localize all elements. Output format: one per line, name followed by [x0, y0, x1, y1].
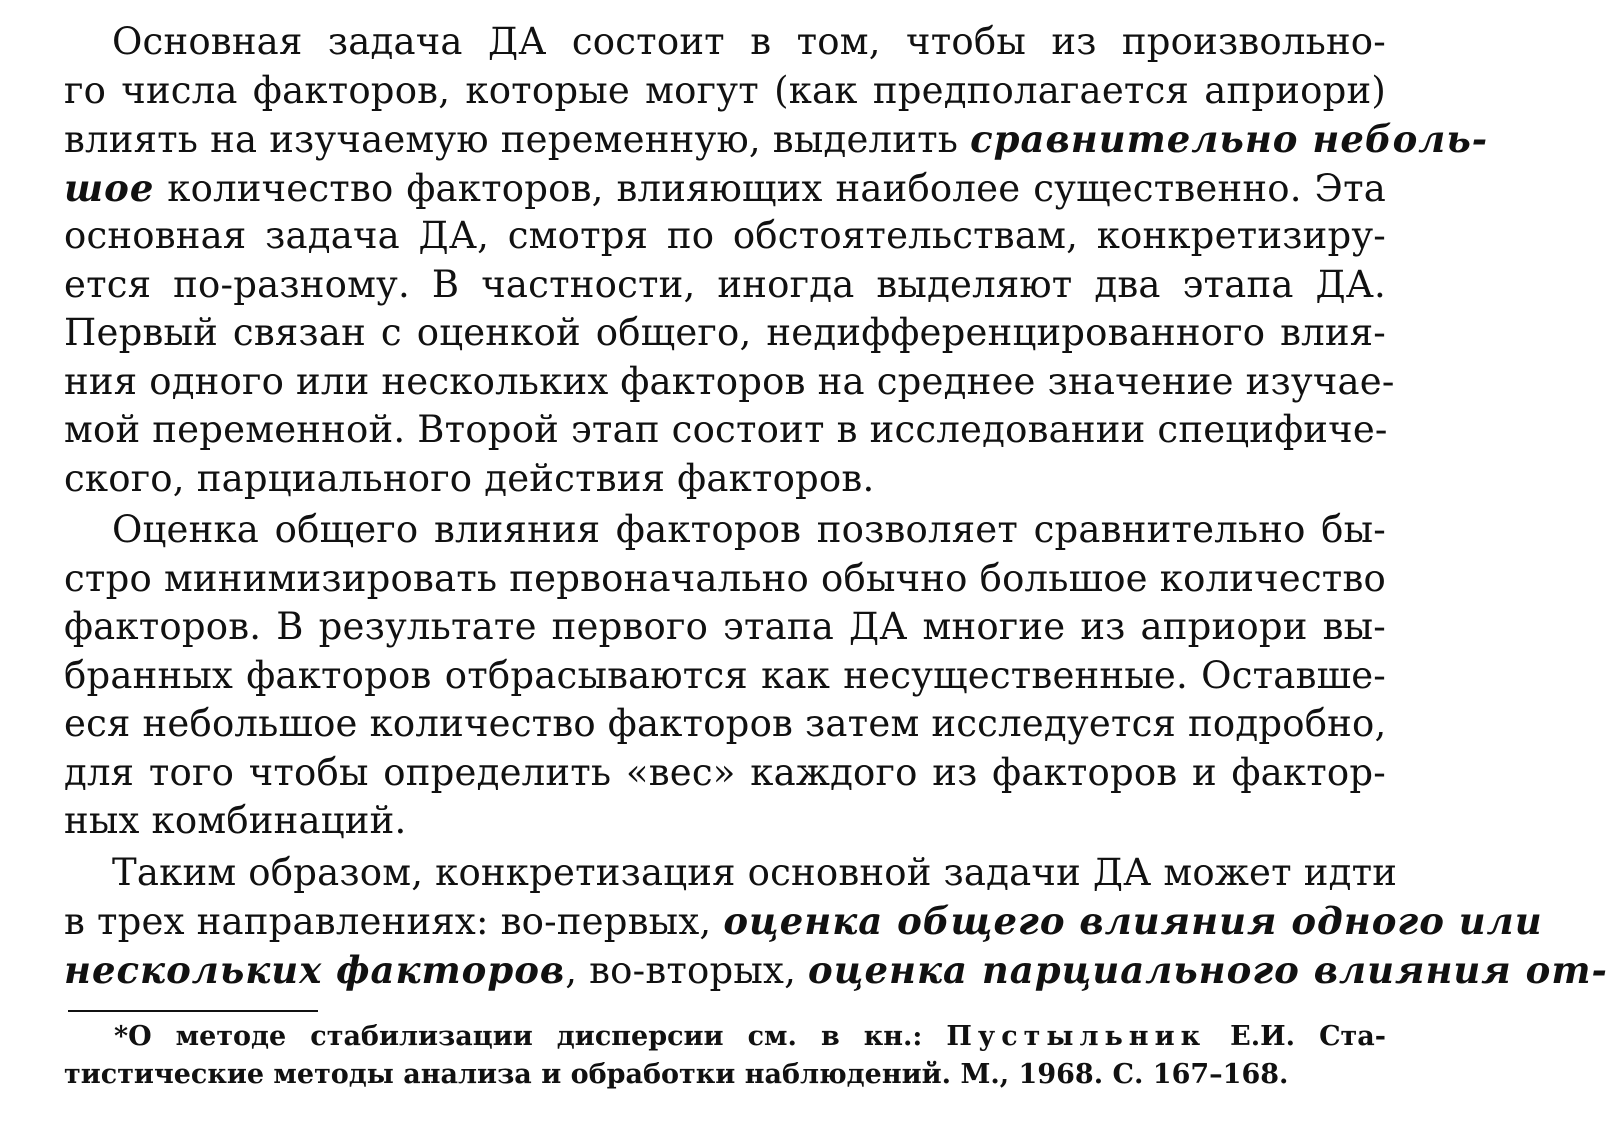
text-span: Первый связан с оценкой общего, недифференцированного влия-: [64, 311, 1386, 354]
text-line: [64, 67, 1386, 116]
text-line: [64, 700, 1386, 749]
text-span: бранных факторов отбрасываются как несущественные. Оставше-: [64, 653, 1386, 697]
footnote-text: Е.И. Ста-: [1206, 1021, 1386, 1052]
text-span: ского, парциального действия факторов.: [64, 456, 875, 500]
emphasis-text: нескольких факторов: [64, 947, 566, 992]
footnote-line: [64, 1056, 1386, 1094]
text-line: [64, 406, 1386, 455]
text-span: для того чтобы определить «вес» каждого из факторов и фактор-: [64, 750, 1386, 794]
text-span: го числа факторов, которые могут (как предполагается априори): [64, 68, 1386, 112]
footnote-text: *О методе стабилизации дисперсии см. в кн.:: [114, 1021, 947, 1052]
footnote-separator: [68, 1010, 318, 1012]
text-line: [64, 164, 1386, 213]
text-span: , во-вторых,: [565, 948, 809, 992]
text-line: [64, 897, 1543, 946]
paragraph-2: [64, 506, 1386, 846]
text-line: [64, 849, 1398, 898]
text-line: [64, 115, 1489, 164]
footnote-text: тистические методы анализа и обработки наблюдений. М., 1968. С. 167–168.: [64, 1059, 1289, 1090]
text-line: [64, 652, 1386, 701]
text-line: [64, 555, 1386, 604]
text-span: в трех направлениях: во-первых,: [64, 900, 724, 943]
footnote-line: [64, 1018, 1386, 1056]
emphasis-text: оценка общего влияния одного или: [723, 899, 1543, 943]
document-body: [64, 18, 1608, 994]
text-span: количество факторов, влияющих наиболее существенно. Эта: [154, 166, 1386, 210]
text-line: [64, 261, 1386, 310]
text-line: [64, 797, 1386, 846]
text-span: Таким образом, конкретизация основной задачи ДА может идти: [112, 850, 1398, 894]
text-span: Основная задача ДА состоит в том, чтобы из произвольно-: [112, 20, 1386, 63]
emphasis-text: шое: [64, 165, 155, 210]
text-span: ных комбинаций.: [64, 799, 407, 842]
text-span: мой переменной. Второй этап состоит в исследовании специфиче-: [64, 408, 1388, 451]
text-span: факторов. В результате первого этапа ДА многие из априори вы-: [64, 605, 1386, 648]
paragraph-1: [64, 18, 1489, 503]
text-span: ется по-разному. В частности, иногда выделяют два этапа ДА.: [64, 262, 1386, 306]
text-line: [64, 603, 1386, 652]
emphasis-text: сравнительно неболь-: [970, 117, 1489, 161]
text-span: ния одного или нескольких факторов на среднее значение изучае-: [64, 359, 1395, 403]
text-line: [64, 455, 1386, 504]
text-span: стро минимизировать первоначально обычно большое количество: [64, 556, 1386, 600]
text-span: Оценка общего влияния факторов позволяет сравнительно бы-: [112, 508, 1386, 551]
text-line: [64, 506, 1386, 555]
text-line: [64, 946, 1608, 995]
emphasis-text: оценка парциального влияния от-: [808, 947, 1608, 992]
text-line: [64, 18, 1386, 67]
footnote: [64, 1018, 1386, 1094]
text-line: [64, 309, 1386, 358]
footnote-author: Пустыльник: [946, 1021, 1207, 1052]
text-span: еся небольшое количество факторов затем исследуется подробно,: [64, 702, 1387, 745]
text-line: [64, 358, 1395, 407]
paragraph-3: [64, 849, 1608, 995]
text-line: [64, 749, 1386, 798]
text-span: основная задача ДА, смотря по обстоятельствам, конкретизиру-: [64, 214, 1386, 257]
text-line: [64, 212, 1386, 261]
text-span: влиять на изучаемую переменную, выделить: [64, 118, 971, 161]
